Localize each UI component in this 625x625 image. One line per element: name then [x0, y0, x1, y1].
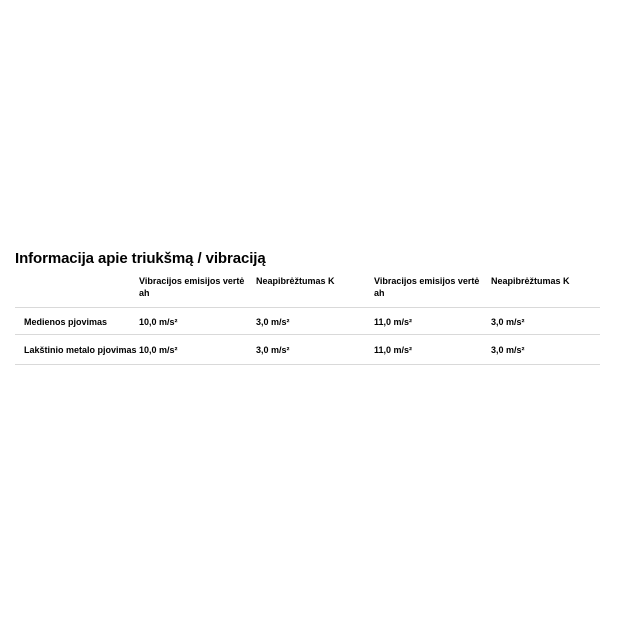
table-row: [15, 308, 600, 335]
row-label: Medienos pjovimas: [15, 308, 139, 335]
section-title: Informacija apie triukšmą / vibraciją: [15, 250, 266, 267]
table-cell: 10,0 m/s²: [139, 335, 256, 365]
column-header-emission-1: Vibracijos emisijos vertė ah: [139, 275, 256, 308]
table-cell: 11,0 m/s²: [374, 308, 491, 335]
table-cell: 10,0 m/s²: [139, 308, 256, 335]
table-cell: 11,0 m/s²: [374, 335, 491, 365]
column-header-empty: [15, 275, 139, 308]
column-header-uncertainty-2: Neapibrėžtumas K: [491, 275, 600, 308]
table-cell: 3,0 m/s²: [491, 335, 600, 365]
table-cell: 3,0 m/s²: [256, 335, 374, 365]
table-cell: 3,0 m/s²: [256, 308, 374, 335]
column-header-uncertainty-1: Neapibrėžtumas K: [256, 275, 374, 308]
table-header-row: [15, 275, 600, 308]
table-cell: 3,0 m/s²: [491, 308, 600, 335]
noise-vibration-section: [15, 250, 600, 365]
row-label: Lakštinio metalo pjovimas: [15, 335, 139, 365]
table-row: [15, 335, 600, 365]
column-header-emission-2: Vibracijos emisijos vertė ah: [374, 275, 491, 308]
vibration-table: [15, 275, 600, 365]
